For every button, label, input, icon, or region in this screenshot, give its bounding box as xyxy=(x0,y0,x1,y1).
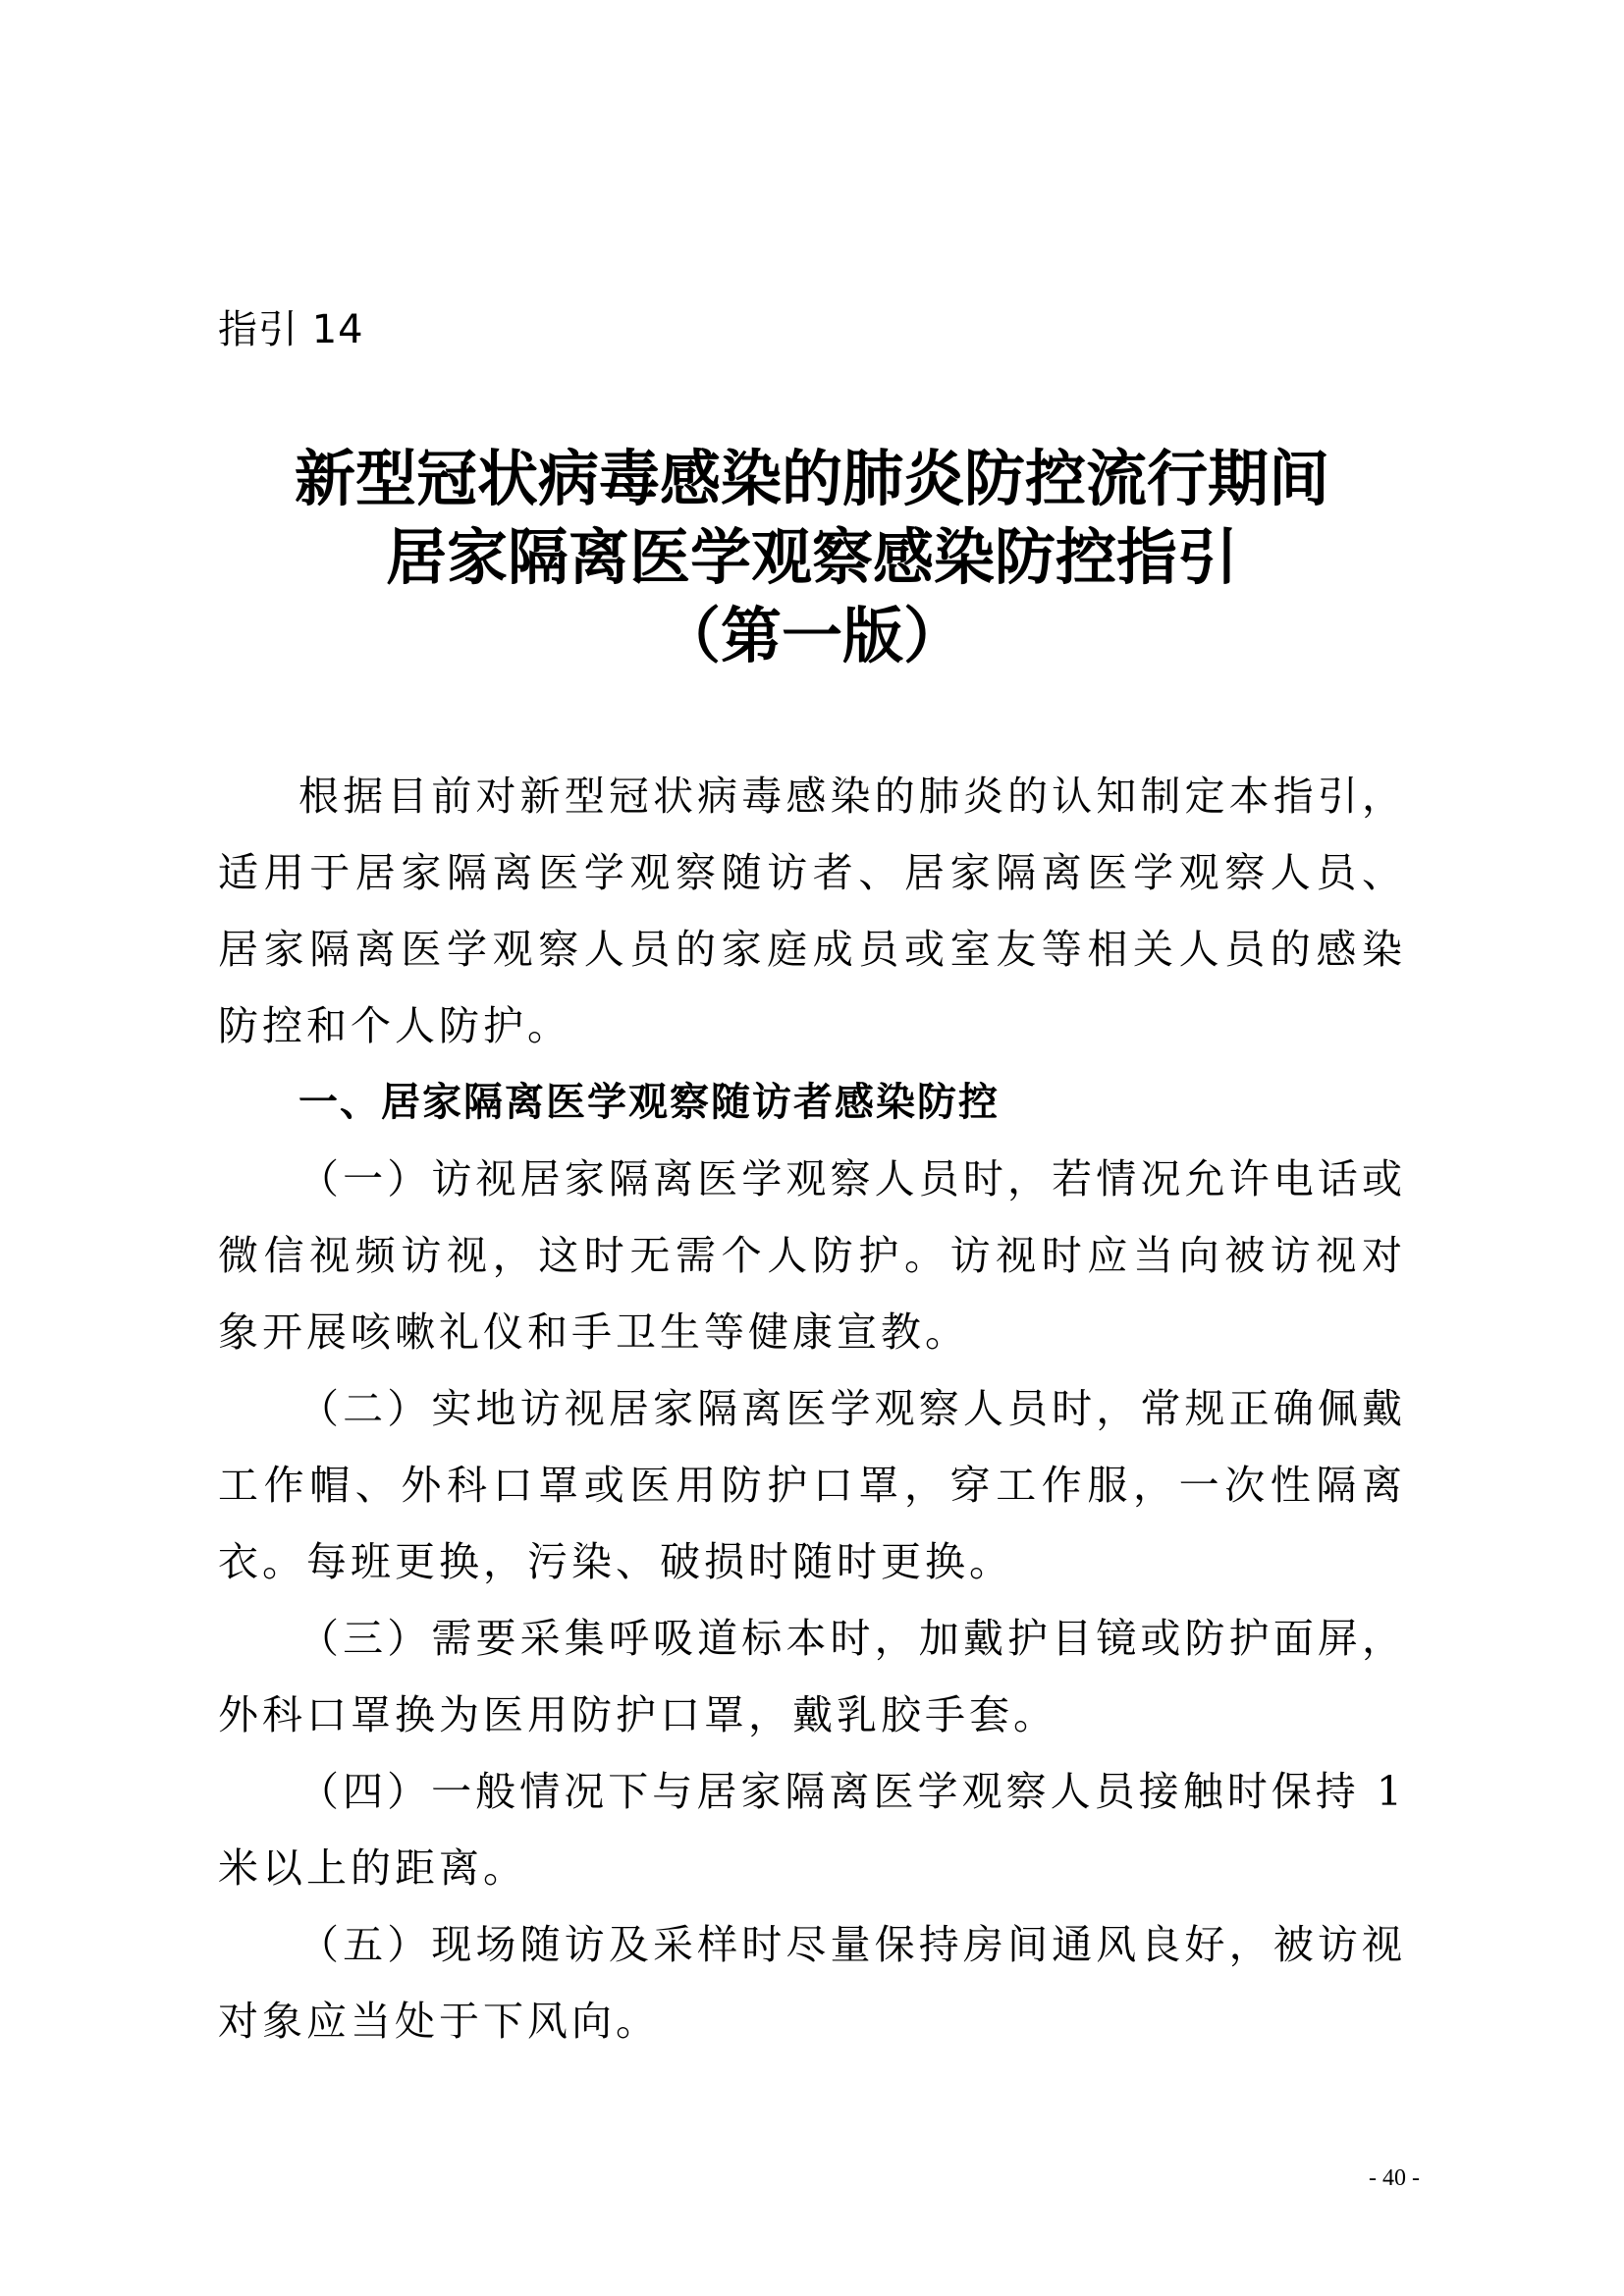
intro-paragraph: 根据目前对新型冠状病毒感染的肺炎的认知制定本指引，适用于居家隔离医学观察随访者、居家隔离医学观察人员、居家隔离医学观察人员的家庭成员或室友等相关人员的感染防控和个人防护。 xyxy=(218,773,1406,1049)
guideline-label: 指引 14 xyxy=(218,307,364,352)
section-item-2: （二）实地访视居家隔离医学观察人员时，常规正确佩戴工作帽、外科口罩或医用防护口罩，穿工作服，一次性隔离衣。每班更换，污染、破损时随时更换。 xyxy=(218,1385,1406,1585)
document-title xyxy=(218,440,1406,675)
section-item-1: （一）访视居家隔离医学观察人员时，若情况允许电话或微信视频访视，这时无需个人防护。访视时应当向被访视对象开展咳嗽礼仪和手卫生等健康宣教。 xyxy=(218,1155,1406,1356)
section-item-4: （四）一般情况下与居家隔离医学观察人员接触时保持 1 米以上的距离。 xyxy=(218,1768,1406,1892)
section-item-3: （三）需要采集呼吸道标本时，加戴护目镜或防护面屏，外科口罩换为医用防护口罩，戴乳胶手套。 xyxy=(218,1615,1406,1738)
section-heading: 一、居家隔离医学观察随访者感染防控 xyxy=(298,1080,1000,1125)
document-body xyxy=(218,758,1406,2059)
title-edition: （第一版） xyxy=(659,600,964,671)
page-number: - 40 - xyxy=(1369,2165,1420,2191)
title-line-2: 居家隔离医学观察感染防控指引 xyxy=(385,521,1238,593)
section-item-5: （五）现场随访及采样时尽量保持房间通风良好，被访视对象应当处于下风向。 xyxy=(218,1921,1406,2045)
title-line-1: 新型冠状病毒感染的肺炎防控流行期间 xyxy=(294,443,1329,514)
